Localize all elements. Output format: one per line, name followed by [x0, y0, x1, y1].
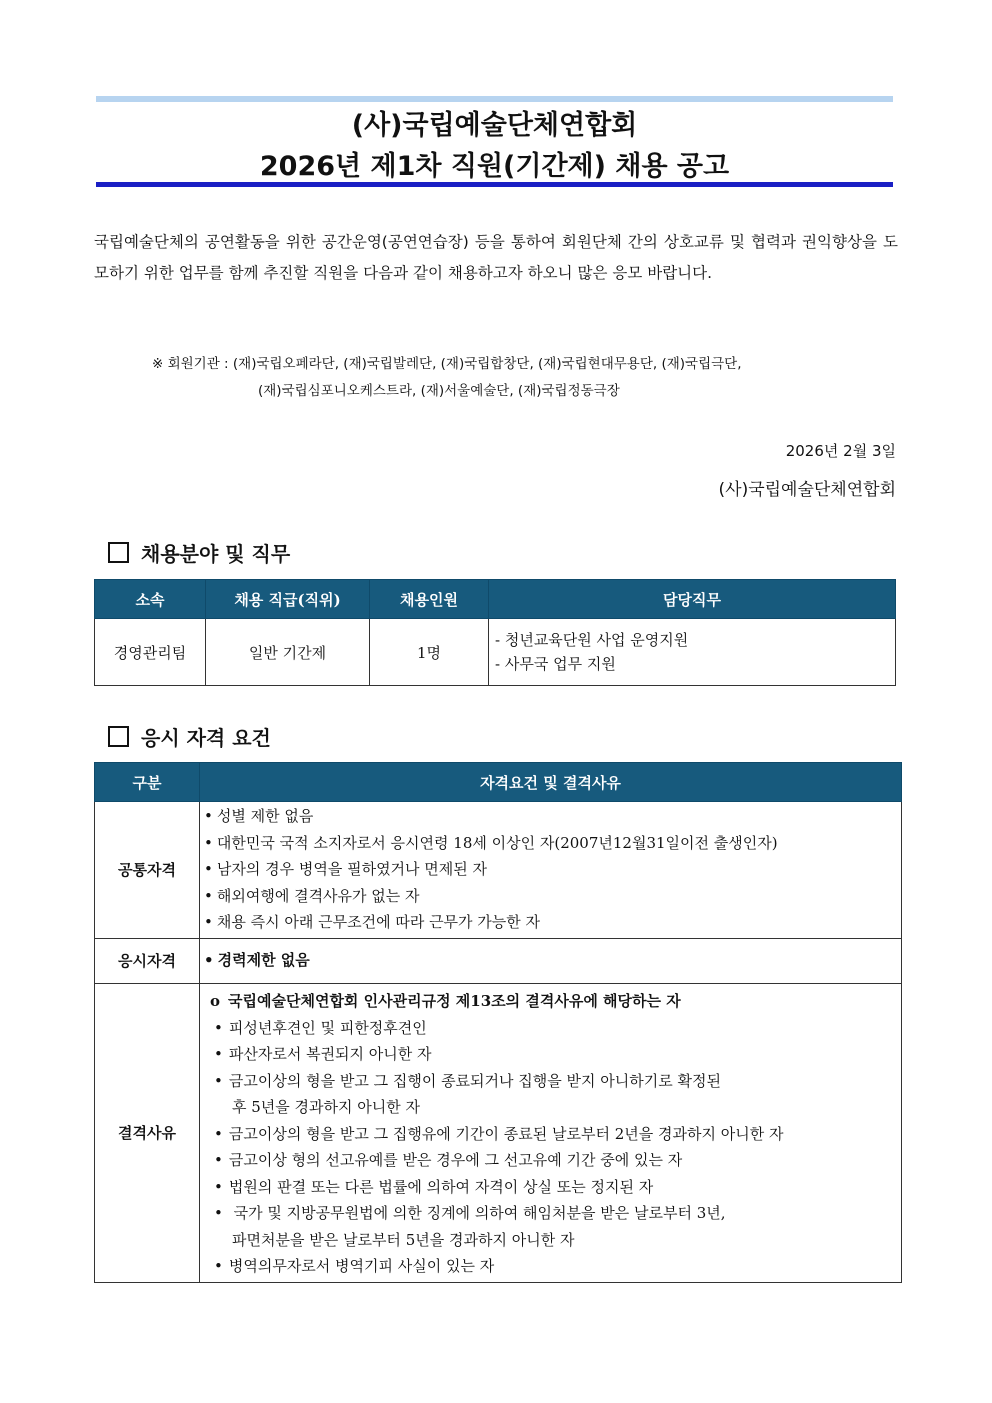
list-item: • 성별 제한 없음	[204, 803, 897, 830]
list-item: • 채용 즉시 아래 근무조건에 따라 근무가 가능한 자	[204, 909, 897, 936]
list-item-continuation: 파면처분을 받은 날로부터 5년을 경과하지 아니한 자	[232, 1230, 575, 1249]
positions-table	[94, 579, 896, 686]
list-item: • 해외여행에 결격사유가 없는 자	[204, 883, 897, 910]
list-item: • 남자의 경우 병역을 필하였거나 면제된 자	[204, 856, 897, 883]
list-item: • 대한민국 국적 소지자로서 응시연령 18세 이상인 자(2007년12월31일이전 출생인자)	[204, 830, 897, 857]
cell-label-common: 공통자격	[95, 802, 200, 939]
list-item: • 파산자로서 복권되지 아니한 자	[204, 1041, 897, 1068]
cell-common-items	[200, 802, 902, 939]
col-header-category: 구분	[95, 763, 200, 802]
cell-duty	[489, 619, 896, 686]
col-header-dept: 소속	[95, 580, 206, 619]
section-heading-qualifications: 응시 자격 요건	[108, 722, 271, 751]
cell-dept: 경영관리팀	[95, 619, 206, 686]
col-header-requirements: 자격요건 및 결격사유	[200, 763, 902, 802]
col-header-count: 채용인원	[370, 580, 489, 619]
table-row-disqualification	[95, 983, 902, 1282]
list-item: • 금고이상의 형을 받고 그 집행이 종료되거나 집행을 받지 아니하기로 확정된	[204, 1068, 897, 1095]
table-row-apply	[95, 938, 902, 983]
cell-rank: 일반 기간제	[206, 619, 370, 686]
member-orgs-line1: ※ 회원기관 : (재)국립오페라단, (재)국립발레단, (재)국립합창단, (재)국립현대무용단, (재)국립극단,	[152, 356, 742, 372]
table-header-row	[95, 763, 902, 802]
cell-count: 1명	[370, 619, 489, 686]
cell-label-disq: 결격사유	[95, 983, 200, 1282]
cell-disq-items	[200, 983, 902, 1282]
table-row	[95, 619, 896, 686]
notice-title: 2026년 제1차 직원(기간제) 채용 공고	[259, 151, 730, 182]
intro-paragraph: 국립예술단체의 공연활동을 위한 공간운영(공연연습장) 등을 통하여 회원단체 간의 상호교류 및 협력과 권익향상을 도모하기 위한 업무를 함께 추진할 직원을 다음과 같이 채용하고자 하오니 많은 응모 바랍니다.	[94, 233, 898, 282]
issuing-org: (사)국립예술단체연합회	[718, 480, 896, 500]
table-header-row	[95, 580, 896, 619]
checkbox-square-icon	[108, 726, 129, 747]
title-rule-bottom	[96, 182, 893, 187]
cell-apply-item	[200, 938, 902, 983]
table-row-common	[95, 802, 902, 939]
list-item-continuation: 후 5년을 경과하지 아니한 자	[232, 1098, 421, 1116]
list-item: • 국가 및 지방공무원법에 의한 징계에 의하여 해임처분을 받은 날로부터 3년,	[204, 1200, 897, 1227]
section-heading-positions: 채용분야 및 직무	[108, 538, 290, 567]
list-item: • 금고이상의 형을 받고 그 집행유에 기간이 종료된 날로부터 2년을 경과하지 아니한 자	[204, 1121, 897, 1148]
org-title: (사)국립예술단체연합회	[351, 110, 638, 141]
member-orgs-line2: (재)국립심포니오케스트라, (재)서울예술단, (재)국립정동극장	[258, 383, 620, 399]
list-item: • 경력제한 없음	[204, 947, 897, 974]
list-item: • 법원의 판결 또는 다른 법률에 의하여 자격이 상실 또는 정지된 자	[204, 1174, 897, 1201]
disq-header: o 국립예술단체연합회 인사관리규정 제13조의 결격사유에 해당하는 자	[210, 991, 681, 1010]
qualifications-table	[94, 762, 902, 1283]
cell-label-apply: 응시자격	[95, 938, 200, 983]
list-item: • 피성년후견인 및 피한정후견인	[204, 1015, 897, 1042]
col-header-rank: 채용 직급(직위)	[206, 580, 370, 619]
checkbox-square-icon	[108, 542, 129, 563]
duty-item: - 청년교육단원 사업 운영지원	[495, 631, 689, 649]
member-orgs-note	[152, 351, 742, 405]
duty-item: - 사무국 업무 지원	[495, 655, 616, 673]
col-header-duty: 담당직무	[489, 580, 896, 619]
list-item: • 병역의무자로서 병역기피 사실이 있는 자	[204, 1253, 897, 1280]
notice-date: 2026년 2월 3일	[785, 442, 896, 460]
title-rule-top	[96, 96, 893, 102]
list-item: • 금고이상 형의 선고유예를 받은 경우에 그 선고유예 기간 중에 있는 자	[204, 1147, 897, 1174]
